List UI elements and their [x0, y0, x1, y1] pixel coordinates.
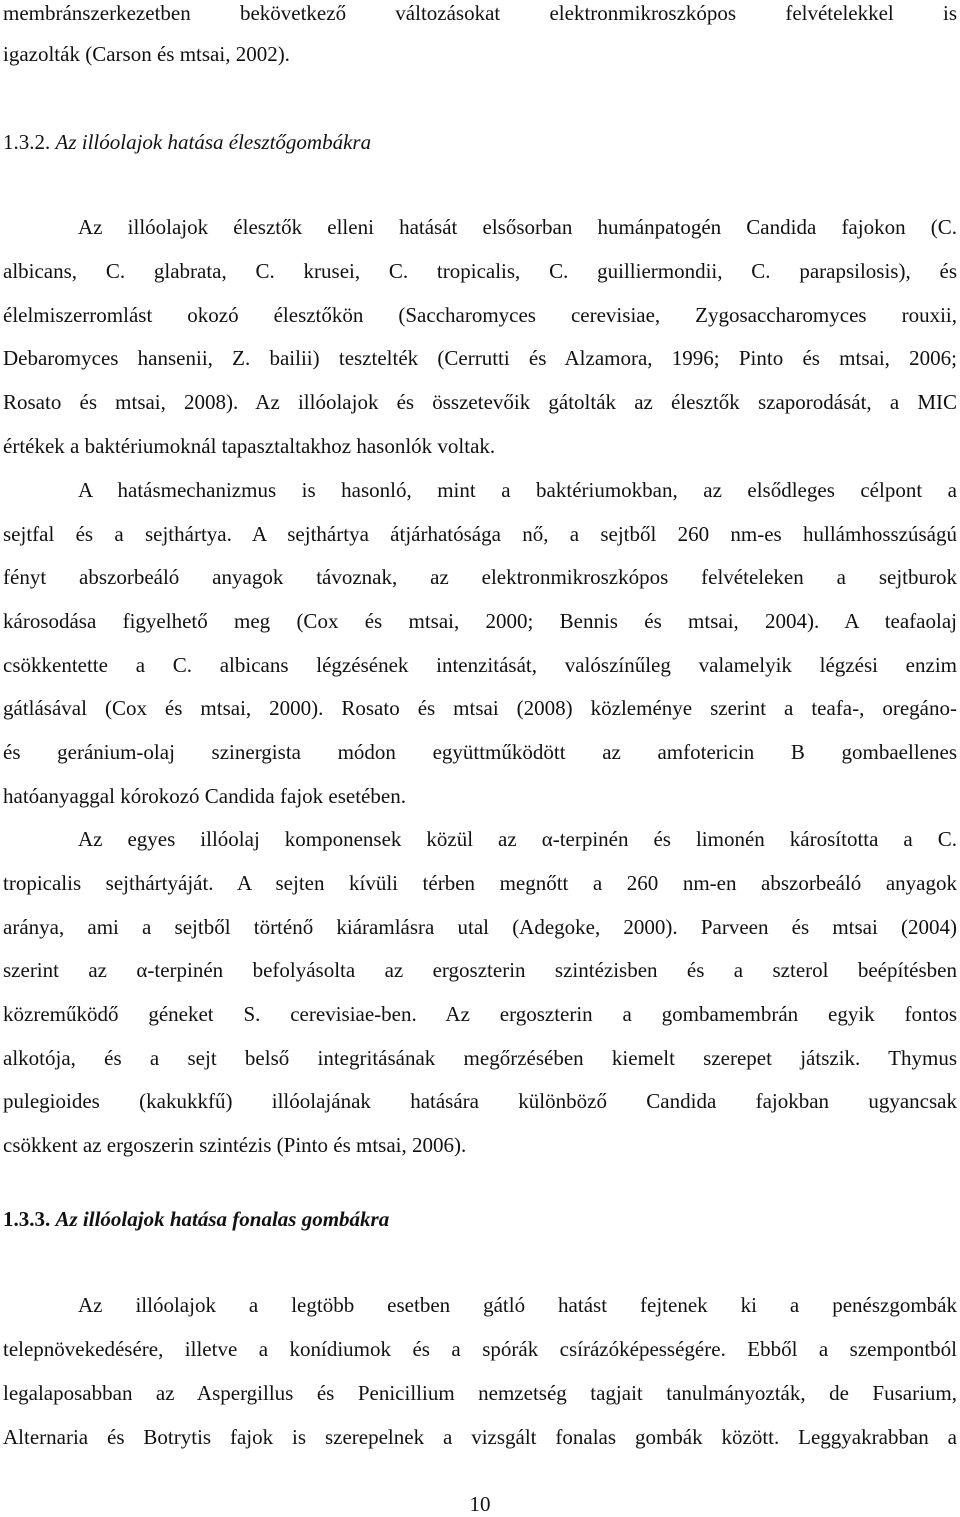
page-number: 10 — [469, 1492, 491, 1516]
paragraph-line: károsodása figyelhető meg (Cox és mtsai, 2000; Bennis és mtsai, 2004). A teafaolaj — [3, 609, 957, 633]
paragraph-line: alkotója, és a sejt belső integritásának megőrzésében kiemelt szerepet játszik. Thymus — [3, 1046, 957, 1070]
section-heading-1-3-2 — [3, 129, 371, 155]
paragraph-line: pulegioides (kakukkfű) illóolajának hatására különböző Candida fajokban ugyancsak — [3, 1089, 957, 1113]
section-number: 1.3.2. — [3, 130, 51, 154]
paragraph-line: membránszerkezetben bekövetkező változásokat elektronmikroszkópos felvételekkel is — [3, 1, 957, 25]
paragraph-line: telepnövekedésére, illetve a konídiumok és a spórák csírázóképességére. Ebből a szempontból — [3, 1337, 957, 1361]
paragraph-line: legalaposabban az Aspergillus és Penicillium nemzetség tagjait tanulmányozták, de Fusarium, — [3, 1381, 957, 1405]
paragraph-line: hatóanyaggal kórokozó Candida fajok esetében. — [3, 784, 406, 808]
paragraph-line: csökkentette a C. albicans légzésének intenzitását, valószínűleg valamelyik légzési enzim — [3, 653, 957, 677]
section-title: Az illóolajok hatása fonalas gombákra — [55, 1207, 390, 1231]
paragraph-line: és geránium-olaj szinergista módon együttműködött az amfotericin B gombaellenes — [3, 740, 957, 764]
paragraph-line: albicans, C. glabrata, C. krusei, C. tropicalis, C. guilliermondii, C. parapsilosis), és — [3, 259, 957, 283]
paragraph-line: aránya, ami a sejtből történő kiáramlásra utal (Adegoke, 2000). Parveen és mtsai (2004) — [3, 915, 957, 939]
paragraph-line: fényt abszorbeáló anyagok távoznak, az elektronmikroszkópos felvételeken a sejtburok — [3, 565, 957, 589]
paragraph-line: Alternaria és Botrytis fajok is szerepelnek a vizsgált fonalas gombák között. Leggyakrabban a — [3, 1425, 957, 1449]
paragraph-line: igazolták (Carson és mtsai, 2002). — [3, 42, 290, 66]
paragraph-line: Debaromyces hansenii, Z. bailii) tesztelték (Cerrutti és Alzamora, 1996; Pinto és mtsai, 2006; — [3, 346, 957, 370]
paragraph-line: szerint az α-terpinén befolyásolta az ergoszterin szintézisben és a szterol beépítésben — [3, 958, 957, 982]
paragraph-line: értékek a baktériumoknál tapasztaltakhoz hasonlók voltak. — [3, 434, 496, 458]
paragraph-line: sejtfal és a sejthártya. A sejthártya átjárhatósága nő, a sejtből 260 nm-es hullámhosszúságú — [3, 522, 957, 546]
paragraph-line: csökkent az ergoszerin szintézis (Pinto és mtsai, 2006). — [3, 1133, 467, 1157]
paragraph-line: tropicalis sejthártyáját. A sejten kívüli térben megnőtt a 260 nm-en abszorbeáló anyagok — [3, 871, 957, 895]
paragraph-line: Az egyes illóolaj komponensek közül az α-terpinén és limonén károsította a C. — [78, 827, 957, 851]
paragraph-line: Rosato és mtsai, 2008). Az illóolajok és összetevőik gátolták az élesztők szaporodását, a MIC — [3, 390, 957, 414]
paragraph-line: gátlásával (Cox és mtsai, 2000). Rosato és mtsai (2008) közleménye szerint a teafa-, oregáno- — [3, 696, 957, 720]
section-number: 1.3.3. — [3, 1207, 51, 1231]
paragraph-line: Az illóolajok élesztők elleni hatását elsősorban humánpatogén Candida fajokon (C. — [78, 215, 957, 239]
paragraph-line: Az illóolajok a legtöbb esetben gátló hatást fejtenek ki a penészgombák — [78, 1293, 957, 1317]
section-heading-1-3-3 — [3, 1206, 389, 1232]
paragraph-line: közreműködő géneket S. cerevisiae-ben. Az ergoszterin a gombamembrán egyik fontos — [3, 1002, 957, 1026]
section-title: Az illóolajok hatása élesztőgombákra — [55, 130, 372, 154]
paragraph-line: A hatásmechanizmus is hasonló, mint a baktériumokban, az elsődleges célpont a — [78, 478, 957, 502]
paragraph-line: élelmiszerromlást okozó élesztőkön (Saccharomyces cerevisiae, Zygosaccharomyces rouxii, — [3, 303, 957, 327]
